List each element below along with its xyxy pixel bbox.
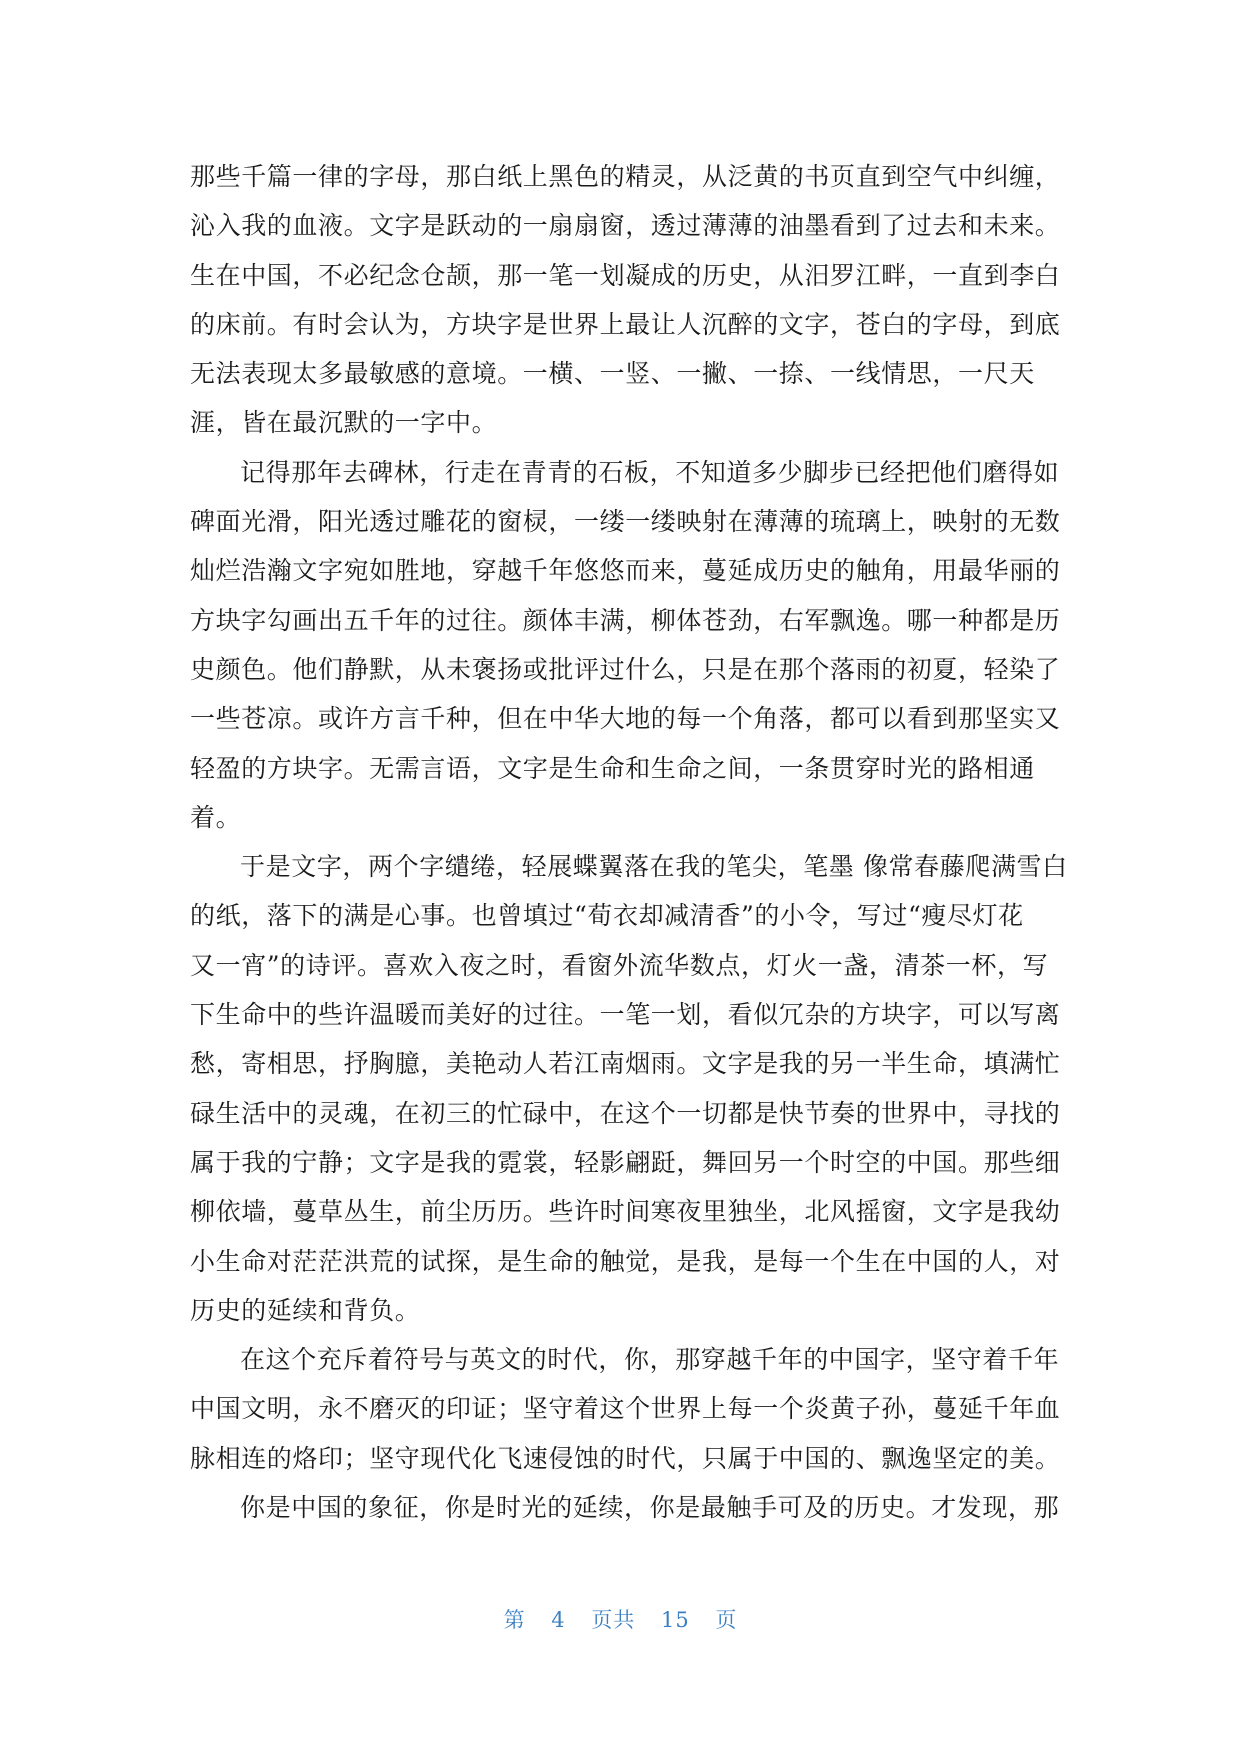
text-line: 的床前。有时会认为，方块字是世界上最让人沉醉的文字，苍白的字母，到底 (190, 309, 1061, 339)
paragraph (190, 448, 1061, 842)
footer-prefix: 第 (503, 1608, 526, 1632)
paragraph (190, 842, 1068, 1335)
text-line: 小生命对茫茫洪荒的试探，是生命的触觉，是我，是每一个生在中国的人，对 (190, 1246, 1061, 1276)
text-line: 无法表现太多最敏感的意境。一横、一竖、一撇、一捺、一线情思，一尺天 (190, 359, 1035, 389)
text-line: 柳依墙，蔓草丛生，前尘历历。些许时间寒夜里独坐，北风摇窗，文字是我幼 (190, 1197, 1061, 1227)
text-line: 下生命中的些许温暖而美好的过往。一笔一划，看似冗杂的方块字，可以写离 (190, 1000, 1061, 1030)
text-line: 记得那年去碑林，行走在青青的石板，不知道多少脚步已经把他们磨得如 (240, 457, 1060, 487)
text-line: 生在中国，不必纪念仓颉，那一笔一划凝成的历史，从汨罗江畔，一直到李白 (190, 260, 1061, 290)
document-body (190, 152, 1068, 1532)
text-line: 又一宵”的诗评。喜欢入夜之时，看窗外流华数点，灯火一盏，清茶一杯，写 (190, 950, 1049, 980)
current-page-number: 4 (551, 1608, 566, 1632)
paragraph (190, 1335, 1061, 1483)
text-line: 涯，皆在最沉默的一字中。 (190, 408, 498, 438)
text-line: 着。 (190, 802, 242, 832)
text-line: 中国文明，永不磨灭的印证；坚守着这个世界上每一个炎黄子孙，蔓延千年血 (190, 1394, 1061, 1424)
total-page-count: 15 (661, 1608, 690, 1632)
text-line: 碌生活中的灵魂，在初三的忙碌中，在这个一切都是快节奏的世界中，寻找的 (190, 1098, 1061, 1128)
text-line: 你是中国的象征，你是时光的延续，你是最触手可及的历史。才发现，那 (240, 1493, 1060, 1523)
text-line: 灿烂浩瀚文字宛如胜地，穿越千年悠悠而来，蔓延成历史的触角，用最华丽的 (190, 556, 1061, 586)
footer-middle: 页共 (591, 1608, 636, 1632)
paragraph (190, 152, 1061, 448)
paragraph (190, 1483, 1060, 1532)
text-line: 方块字勾画出五千年的过往。颜体丰满，柳体苍劲，右军飘逸。哪一种都是历 (190, 605, 1061, 635)
text-line: 的纸，落下的满是心事。也曾填过“荀衣却减清香”的小令，写过“瘦尽灯花 (190, 901, 1024, 931)
text-line: 愁，寄相思，抒胸臆，美艳动人若江南烟雨。文字是我的另一半生命，填满忙 (190, 1049, 1061, 1079)
text-line: 历史的延续和背负。 (190, 1295, 421, 1325)
text-line: 脉相连的烙印；坚守现代化飞速侵蚀的时代，只属于中国的、飘逸坚定的美。 (190, 1443, 1061, 1473)
text-line: 一些苍凉。或许方言千种，但在中华大地的每一个角落，都可以看到那坚实又 (190, 704, 1061, 734)
text-line: 沁入我的血液。文字是跃动的一扇扇窗，透过薄薄的油墨看到了过去和未来。 (190, 211, 1061, 241)
text-line: 轻盈的方块字。无需言语，文字是生命和生命之间，一条贯穿时光的路相通 (190, 753, 1035, 783)
text-line: 碑面光滑，阳光透过雕花的窗棂，一缕一缕映射在薄薄的琉璃上，映射的无数 (190, 507, 1061, 537)
text-line: 那些千篇一律的字母，那白纸上黑色的精灵，从泛黄的书页直到空气中纠缠， (190, 162, 1061, 191)
text-line: 属于我的宁静；文字是我的霓裳，轻影翩跹，舞回另一个时空的中国。那些细 (190, 1147, 1061, 1177)
page-number-footer (0, 1604, 1241, 1634)
text-line: 在这个充斥着符号与英文的时代，你，那穿越千年的中国字，坚守着千年 (240, 1345, 1060, 1375)
text-line: 史颜色。他们静默，从未褒扬或批评过什么，只是在那个落雨的初夏，轻染了 (190, 654, 1061, 684)
text-line: 于是文字，两个字缱绻，轻展蝶翼落在我的笔尖，笔墨 像常春藤爬满雪白 (240, 852, 1068, 882)
footer-suffix: 页 (715, 1608, 738, 1632)
